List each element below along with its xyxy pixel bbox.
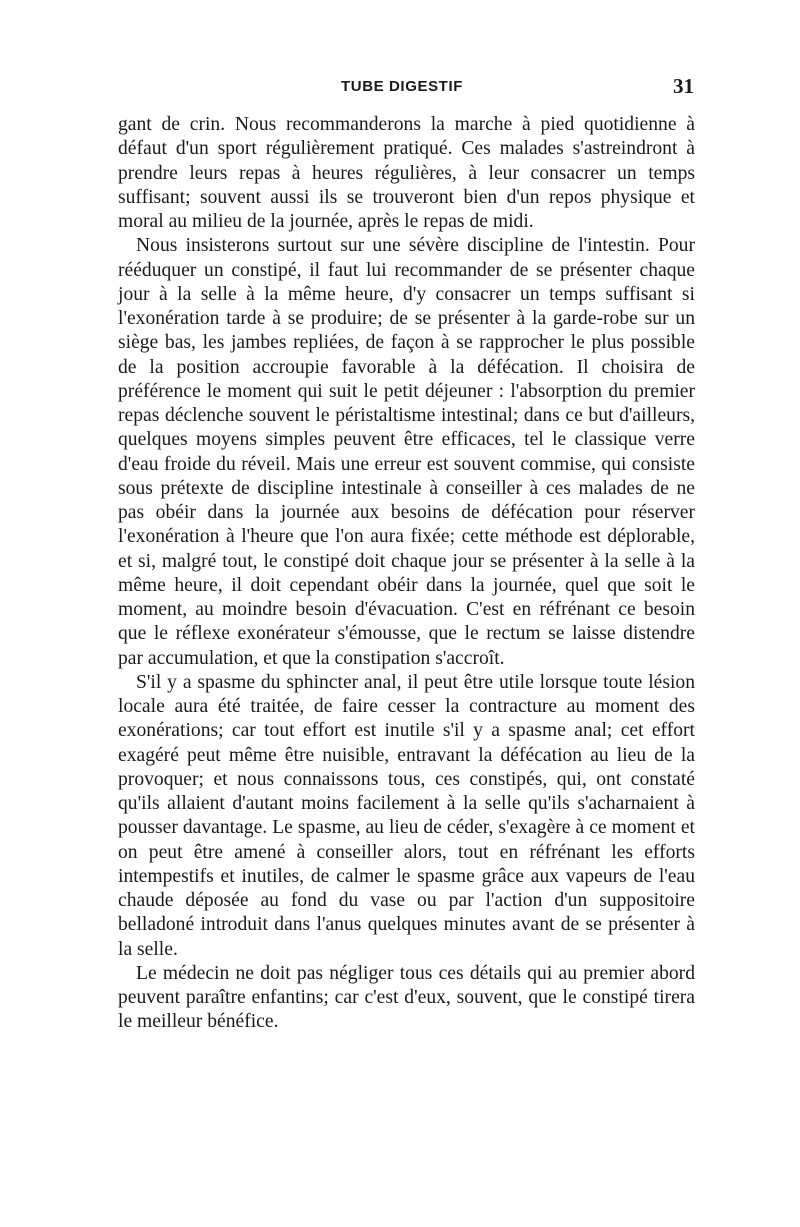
paragraph-intestinal-discipline: Nous insisterons surtout sur une sévère discipline de l'intestin. Pour rééduquer un constipé, il faut lui recommander de se présenter chaque jour à la selle à la même heure, d'y consacrer un temps suffisant si l'exonération tarde à se produire; de se présenter à la garde-robe sur un siège bas, les jambes repliées, de façon à se rapprocher le plus possible de la position accroupie favorable à la défécation. Il choisira de préférence le moment qui suit le petit déjeuner : l'absorption du premier repas déclenche souvent le péristaltisme intestinal; dans ce but d'ailleurs, quelques moyens simples peuvent être efficaces, tel le classique verre d'eau froide du réveil. Mais une erreur est souvent commise, qui consiste sous prétexte de discipline intestinale à conseiller à ces malades de ne pas obéir dans la journée aux besoins de défécation pour réserver l'exonération à l'heure que l'on aura fixée; cette méthode est déplorable, et si, malgré tout, le constipé doit chaque jour se présenter à la selle à la même heure, il doit cependant obéir dans la journée, quel que soit le moment, au moindre besoin d'évacuation. C'est en réfrénant ce besoin que le réflexe exonérateur s'émousse, que le rectum se laisse distendre par accumulation, et que la constipation s'accroît. — [118, 235, 695, 669]
paragraph-conclusion: Le médecin ne doit pas négliger tous ces détails qui au premier abord peuvent paraître enfantins; car c'est d'eux, souvent, que le constipé tirera le meilleur bénéfice. — [118, 962, 695, 1033]
running-title: TUBE DIGESTIF — [341, 78, 463, 95]
paragraph-continuation: gant de crin. Nous recommanderons la marche à pied quotidienne à défaut d'un sport régulièrement pratiqué. Ces malades s'astreindront à prendre leurs repas à heures régulières, à leur consacrer un temps suffisant; souvent aussi ils se trouveront bien d'un repos physique et moral au milieu de la journée, après le repas de midi. — [118, 114, 695, 232]
running-header — [0, 74, 800, 104]
body-text — [118, 113, 695, 1035]
page-number: 31 — [673, 74, 694, 98]
paragraph-anal-spasm: S'il y a spasme du sphincter anal, il peut être utile lorsque toute lésion locale aura été traitée, de faire cesser la contracture au moment des exonérations; car tout effort est inutile s'il y a spasme anal; cet effort exagéré peut même être nuisible, entravant la défécation au lieu de la provoquer; et nous connaissons tous, ces constipés, qui, ont constaté qu'ils allaient d'autant moins facilement à la selle qu'ils s'acharnaient à pousser davantage. Le spasme, au lieu de céder, s'exagère à ce moment et on peut être amené à conseiller alors, tout en réfrénant les efforts intempestifs et inutiles, de calmer le spasme grâce aux vapeurs de l'eau chaude déposée au fond du vase ou par l'action d'un suppositoire belladoné introduit dans l'anus quelques minutes avant de se présenter à la selle. — [118, 671, 695, 960]
